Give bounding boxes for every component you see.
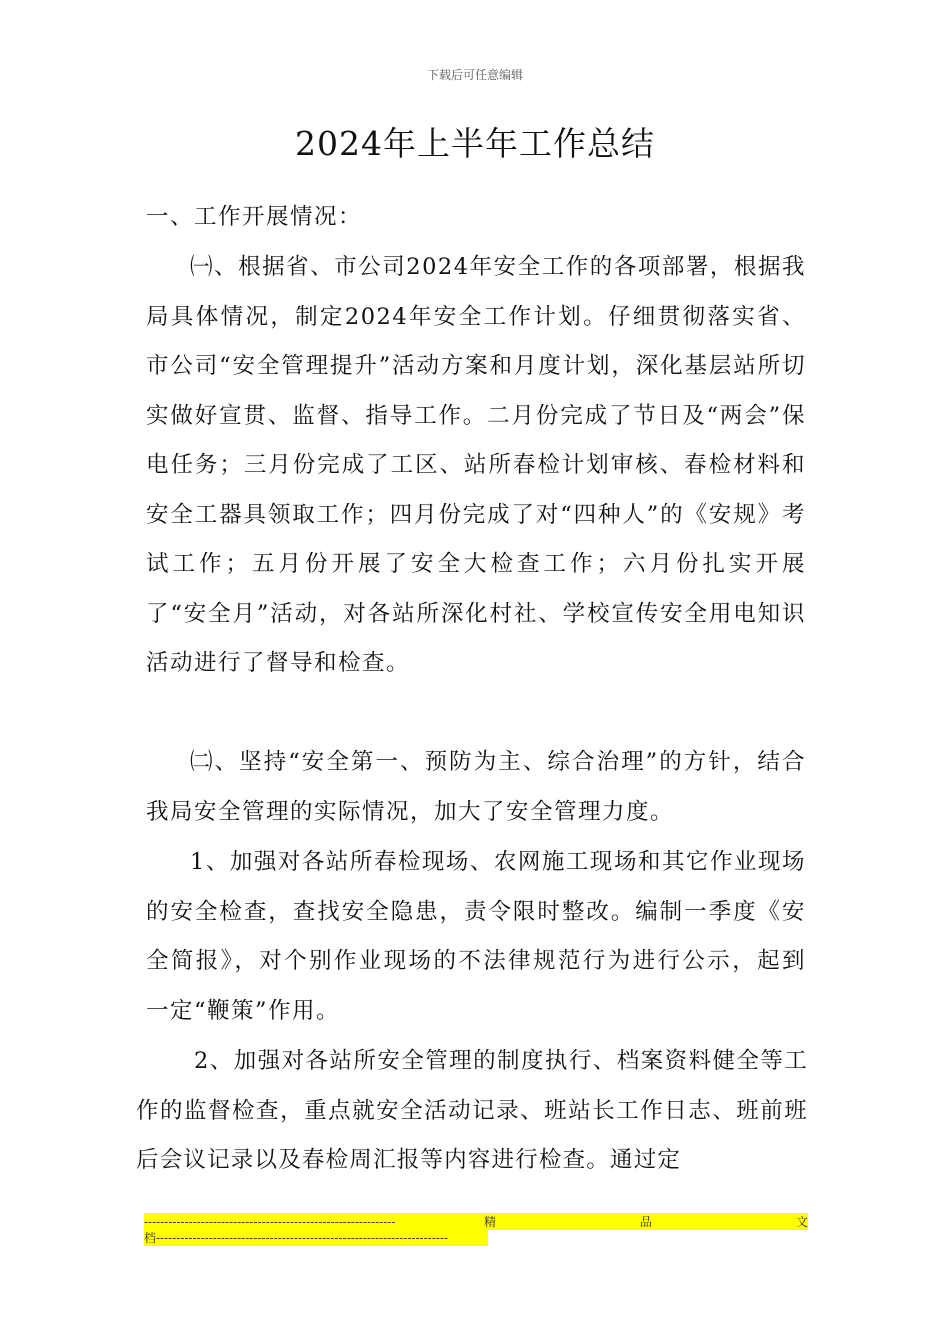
footer-char-3: 文 xyxy=(795,1215,808,1229)
footer-spaced-chars xyxy=(424,1213,808,1230)
footer-dashes: -------------------------------------------------------------- xyxy=(144,1214,396,1229)
section-heading: 一、工作开展情况： xyxy=(146,204,363,230)
paragraph-1: ㈠、根据省、市公司2024年安全工作的各项部署，根据我局具体情况，制定2024年安全工作计划。仔细贯彻落实省、市公司“安全管理提升”活动方案和月度计划，深化基层站所切实做好宣贯、监督、指导工作。二月份完成了节日及“两会”保电任务；三月份完成了工区、站所春检计划审核、春检材料和安全工器具领取工作；四月份完成了对“四种人”的《安规》考试工作；五月份开展了安全大检查工作；六月份扎实开展了“安全月”活动，对各站所深化村社、学校宣传安全用电知识活动进行了督导和检查。 xyxy=(146,254,806,676)
footer-char-1: 精 xyxy=(484,1215,497,1229)
paragraph-2: ㈡、坚持“安全第一、预防为主、综合治理”的方针，结合我局安全管理的实际情况，加大了安全管理力度。 xyxy=(146,749,806,825)
document-title: 2024年上半年工作总结 xyxy=(295,124,655,163)
paragraph-3: 1、加强对各站所春检现场、农网施工现场和其它作业现场的安全检查，查找安全隐患，责令限时整改。编制一季度《安全简报》，对个别作业现场的不法律规范行为进行公示，起到一定“鞭策”作用。 xyxy=(146,849,806,1024)
footer-watermark-line-1 xyxy=(144,1213,808,1230)
paragraph-4: 2、加强对各站所安全管理的制度执行、档案资料健全等工作的监督检查，重点就安全活动记录、班站长工作日志、班前班后会议记录以及春检周汇报等内容进行检查。通过定 xyxy=(136,1048,808,1173)
header-note: 下载后可任意编辑 xyxy=(426,68,523,82)
footer-watermark-line-2: 档------------------------------------------------------------------------ xyxy=(144,1230,488,1246)
footer-char-2: 品 xyxy=(639,1215,652,1229)
